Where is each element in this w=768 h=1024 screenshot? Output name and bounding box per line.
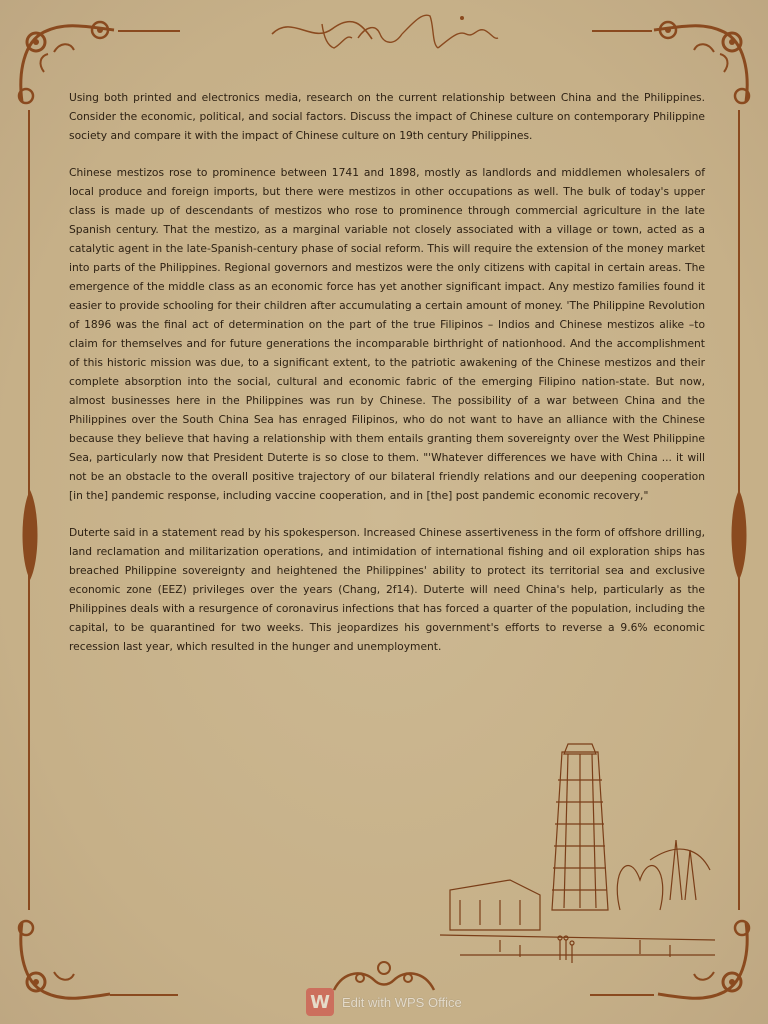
frame-bottom-right-line [590,994,654,996]
document-body [69,88,705,674]
frame-top-left-line [118,30,180,32]
frame-bottom-left-line [110,994,178,996]
frame-top-right-line [592,30,652,32]
wps-watermark [306,988,491,1016]
leaning-tower-illustration [440,740,715,970]
wps-watermark-text: Edit with WPS Office [342,994,462,1010]
paragraph-2: Chinese mestizos rose to prominence between 1741 and 1898, mostly as landlords and middlemen wholesalers of local produce and foreign imports, but there were mestizos in other occupations as well. The bulk of today's upper class is made up of descendants of mestizos who rose to prominence through commercial agriculture in the late Spanish century. That the mestizo, as a marginal variable not closely associated with a village or town, acted as a catalytic agent in the late-Spanish-century phase of social reform. This will require the extension of the money market into parts of the Philippines. Regional governors and mestizos were the only citizens with capital in certain areas. The emergence of the middle class as an economic force has yet another significant impact. Any mestizo families found it easier to provide schooling for their children after accumulating a certain amount of money. 'The Philippine Revolution of 1896 was the final act of determination on the part of the true Filipinos – Indios and Chinese mestizos alike –to claim for themselves and for future generations the incomparable birthright of nationhood. And the accomplishment of this historic mission was due, to a significant extent, to the patriotic awakening of the Chinese mestizos and their complete absorption into the social, cultural and economic fabric of the emerging Filipino nation-state. But now, almost businesses here in the Philippines was run by Chinese. The possibility of a war between China and the Philippines over the South China Sea has enraged Filipinos, who do not want to have an alliance with the Chinese because they believe that having a relationship with them entails granting them sovereignty over the West Philippine Sea, particularly now that President Duterte is so close to them. "'Whatever differences we have with China ... it will not be an obstacle to the overall positive trajectory of our bilateral friendly relations and our deepening cooperation [in the] pandemic response, including vaccine cooperation, and in [the] post pandemic economic recovery," [69,166,705,502]
side-flourish-left [20,490,40,580]
corner-ornament-bottom-left [14,912,114,1012]
title-script-logo [262,4,502,60]
side-flourish-right [729,490,749,580]
wps-logo-icon: W [306,988,334,1016]
paragraph-3: Duterte said in a statement read by his spokesperson. Increased Chinese assertiveness in the form of offshore drilling, land reclamation and militarization operations, and intimidation of international fishing and oil exploration ships has breached Philippine sovereignty and heightened the Philippines' ability to protect its territorial sea and exclusive economic zone (EEZ) privileges over the years (Chang, 2f14). Duterte will need China's help, particularly as the Philippines deals with a resurgence of coronavirus infections that has forced a quarter of the population, including the capital, to be quarantined for two weeks. This jeopardizes his government's efforts to reverse a 9.6% economic recession last year, which resulted in the hunger and unemployment. [69,526,705,653]
paragraph-1: Using both printed and electronics media, research on the current relationship between China and the Philippines. Consider the economic, political, and social factors. Discuss the impact of Chinese culture on contemporary Philippine society and compare it with the impact of Chinese culture on 19th century Philippines. [69,91,705,142]
